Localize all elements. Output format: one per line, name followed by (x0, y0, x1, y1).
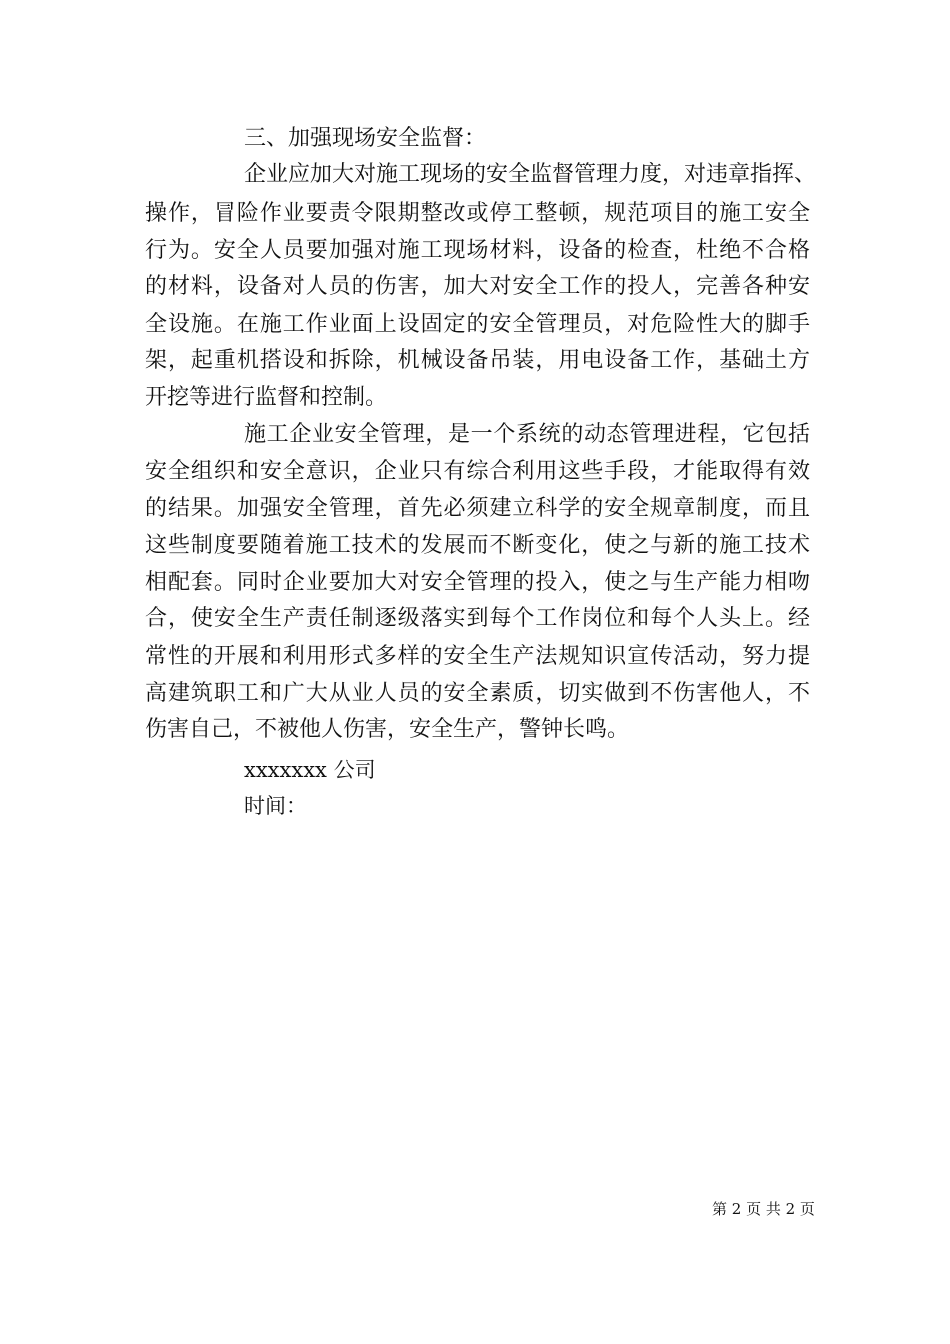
paragraph-2-line-6: 合，使安全生产责任制逐级落实到每个工作岗位和每个人头上。经 (145, 606, 810, 631)
paragraph-1-line-4: 的材料，设备对人员的伤害，加大对安全工作的投人，完善各种安 (145, 274, 810, 299)
paragraph-1-line-2: 操作，冒险作业要责令限期整改或停工整顿，规范项目的施工安全 (145, 201, 810, 226)
paragraph-1-line-5: 全设施。在施工作业面上设固定的安全管理员，对危险性大的脚手 (145, 312, 810, 337)
paragraph-1-line-3: 行为。安全人员要加强对施工现场材料，设备的检查，杜绝不合格 (145, 238, 810, 263)
paragraph-2-line-5: 相配套。同时企业要加大对安全管理的投入，使之与生产能力相吻 (145, 570, 810, 595)
paragraph-2-line-7: 常性的开展和利用形式多样的安全生产法规知识宣传活动，努力提 (145, 644, 810, 669)
page-indicator: 第 2 页 共 2 页 (712, 1200, 815, 1218)
paragraph-2-line-2: 安全组织和安全意识，企业只有综合利用这些手段，才能取得有效 (145, 459, 810, 484)
signature-company: xxxxxxx 公司 (244, 758, 376, 782)
paragraph-2-line-8: 高建筑职工和广大从业人员的安全素质，切实做到不伤害他人，不 (145, 681, 810, 706)
paragraph-1-line-6: 架，起重机搭设和拆除，机械设备吊装，用电设备工作，基础土方 (145, 348, 810, 373)
paragraph-1-line-7: 开挖等进行监督和控制。 (145, 385, 388, 410)
paragraph-2-line-4: 这些制度要随着施工技术的发展而不断变化，使之与新的施工技术 (145, 533, 810, 558)
paragraph-1-line-1: 企业应加大对施工现场的安全监督管理力度，对违章指挥、 (244, 162, 817, 187)
paragraph-2-line-3: 的结果。加强安全管理，首先必须建立科学的安全规章制度，而且 (145, 496, 810, 521)
paragraph-2-line-1: 施工企业安全管理，是一个系统的动态管理进程，它包括 (244, 422, 810, 447)
signature-time: 时间： (244, 794, 307, 818)
paragraph-2-line-9: 伤害自己，不被他人伤害，安全生产，警钟长鸣。 (145, 717, 630, 742)
section-heading: 三、加强现场安全监督： (244, 126, 487, 151)
